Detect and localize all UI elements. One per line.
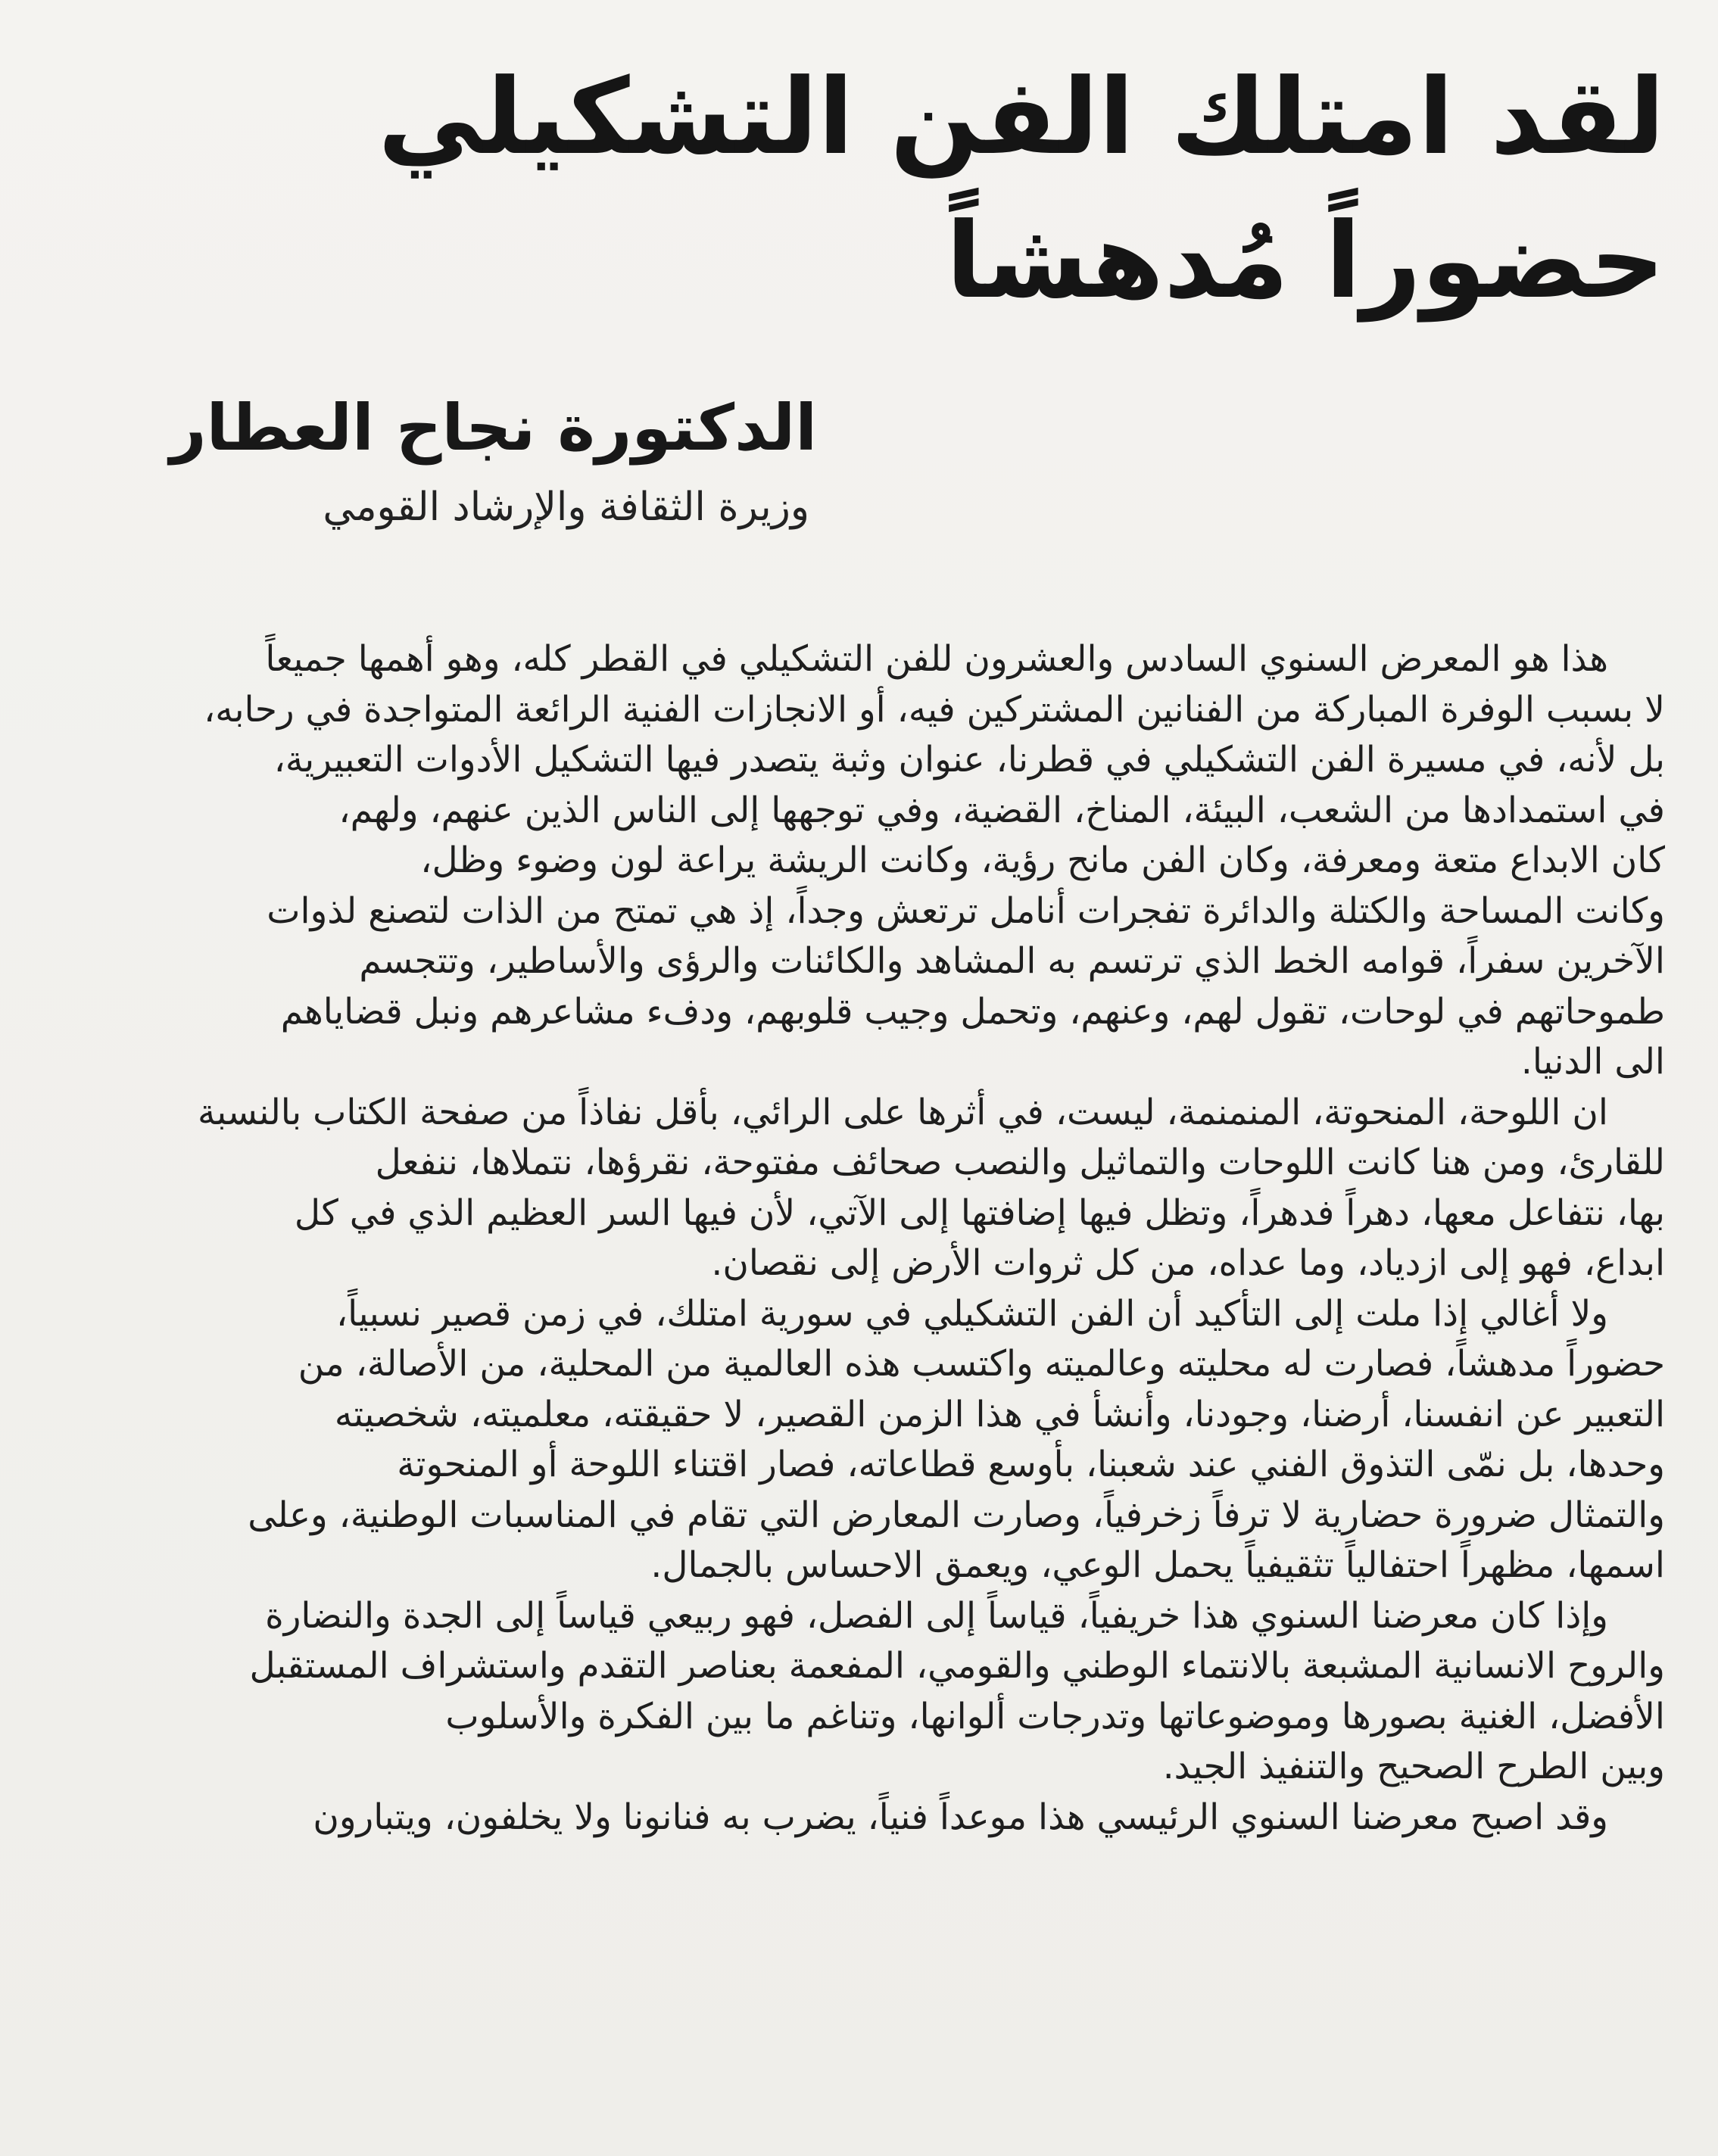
body-line: للقارئ، ومن هنا كانت اللوحات والتماثيل والنصب صحائف مفتوحة، نقرؤها، نتملاها، ننفعل [375,1142,1665,1183]
title-line-2: حضوراً مُدهشاً [946,200,1665,322]
body-line: طموحاتهم في لوحات، تقول لهم، وعنهم، وتحمل وجيب قلوبهم، ودفء مشاعرهم ونبل قضاياهم [280,990,1665,1033]
body-line: التعبير عن انفسنا، أرضنا، وجودنا، وأنشأ في هذا الزمن القصير، لا حقيقته، معلميته، شخصيته [334,1393,1665,1435]
body-line: وحدها، بل نمّى التذوق الفني عند شعبنا، بأوسع قطاعاته، فصار اقتناء اللوحة أو المنحوتة [397,1444,1665,1485]
body-line: ابداع، فهو إلى ازدياد، وما عداه، من كل ثروات الأرض إلى نقصان. [711,1242,1665,1284]
body-line: كان الابداع متعة ومعرفة، وكان الفن مانح رؤية، وكانت الريشة يراعة لون وضوء وظل، [420,840,1665,881]
body-line: حضوراً مدهشاً، فصارت له محليته وعالميته واكتسب هذه العالمية من المحلية، من الأصالة، من [298,1343,1665,1385]
body-line: وكانت المساحة والكتلة والدائرة تفجرات أنامل ترتعش وجداً، إذ هي تمتح من الذات لتصنع لذوات [267,890,1665,932]
author-position: وزيرة الثقافة والإرشاد القومي [323,484,809,530]
body-line: والتمثال ضرورة حضارية لا ترفاً زخرفياً، وصارت المعارض التي تقام في المناسبات الوطنية، وعلى [248,1494,1665,1536]
article-body [45,634,1665,1843]
body-line: وبين الطرح الصحيح والتنفيذ الجيد. [1162,1746,1665,1787]
body-line: لا بسبب الوفرة المباركة من الفنانين المشتركين فيه، أو الانجازات الفنية الرائعة المتواجدة في رحابه، [204,688,1665,731]
body-line: وإذا كان معرضنا السنوي هذا خريفياً، قياساً إلى الفصل، فهو ربيعي قياساً إلى الجدة والنضارة [265,1594,1608,1637]
title-line-1: لقد امتلك الفن التشكيلي [378,56,1665,178]
body-line: بل لأنه، في مسيرة الفن التشكيلي في قطرنا، عنوان وثبة يتصدر فيها التشكيل الأدوات التعبيرية، [273,739,1665,780]
author-name: الدكتورة نجاح العطار [170,391,817,465]
body-line: والروح الانسانية المشبعة بالانتماء الوطني والقومي، المفعمة بعناصر التقدم واستشراف المستقبل [249,1645,1665,1687]
body-line: وقد اصبح معرضنا السنوي الرئيسي هذا موعداً فنياً، يضرب به فنانونا ولا يخلفون، ويتبارون [313,1796,1608,1838]
article-title [52,45,1665,333]
body-line: الى الدنيا. [1520,1041,1665,1083]
body-line: ولا أغالي إذا ملت إلى التأكيد أن الفن التشكيلي في سورية امتلك، في زمن قصير نسبياً، [335,1292,1608,1335]
body-line: الأفضل، الغنية بصورها وموضوعاتها وتدرجات ألوانها، وتناغم ما بين الفكرة والأسلوب [445,1695,1665,1737]
body-line: ان اللوحة، المنحوتة، المنمنمة، ليست، في أثرها على الرائي، بأقل نفاذاً من صفحة الكتاب بالنسبة [197,1091,1608,1133]
body-line: اسمها، مظهراً احتفالياً تثقيفياً يحمل الوعي، ويعمق الاحساس بالجمال. [650,1544,1665,1586]
body-line: هذا هو المعرض السنوي السادس والعشرون للفن التشكيلي في القطر كله، وهو أهمها جميعاً [265,638,1608,680]
byline [60,382,817,541]
body-line: الآخرين سفراً، قوامه الخط الذي ترتسم به المشاهد والكائنات والرؤى والأساطير، وتتجسم [359,940,1665,982]
body-line: في استمدادها من الشعب، البيئة، المناخ، القضية، وفي توجهها إلى الناس الذين عنهم، ولهم، [338,789,1665,831]
body-line: بها، نتفاعل معها، دهراً فدهراً، وتظل فيها إضافتها إلى الآتي، لأن فيها السر العظيم الذي في كل [294,1192,1665,1234]
